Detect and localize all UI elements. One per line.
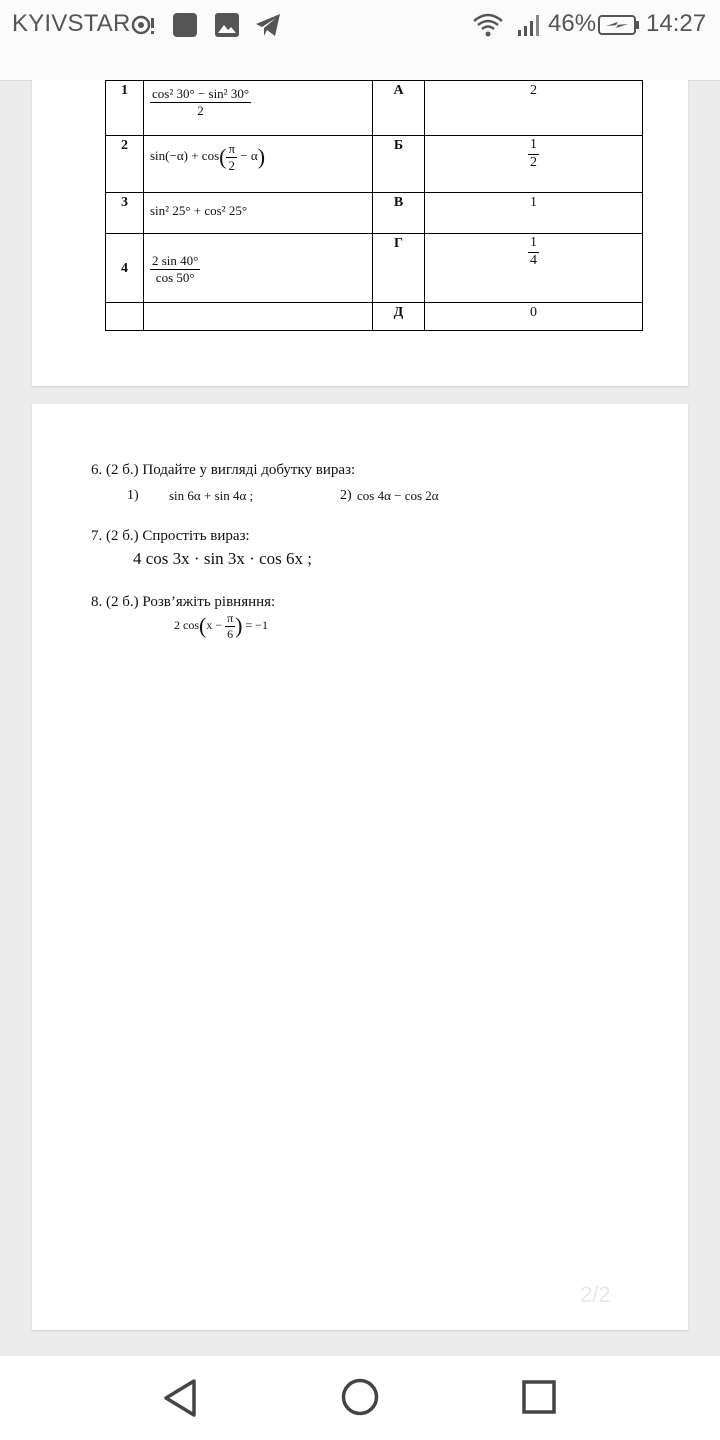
navigation-bar xyxy=(0,1356,720,1440)
answer-value: 1 xyxy=(425,193,643,234)
question-6-item-1-label: 1) xyxy=(127,488,139,503)
answer-value: 2 xyxy=(425,81,643,136)
row-number: 3 xyxy=(106,193,144,234)
table-row xyxy=(106,136,643,193)
document-page-1 xyxy=(32,80,688,386)
table-row xyxy=(106,234,643,303)
clock: 14:27 xyxy=(646,10,707,37)
expression-cell xyxy=(144,81,373,136)
fraction-numerator: π xyxy=(227,611,234,625)
page-indicator: 2/2 xyxy=(580,1282,611,1307)
answer-letter: Д xyxy=(373,303,425,331)
expression-cell xyxy=(144,234,373,303)
question-6-item-2-expression: cos 4α − cos 2α xyxy=(357,488,439,503)
matching-table xyxy=(105,80,643,331)
answer-value: 0 xyxy=(425,303,643,331)
fraction-denominator: 2 xyxy=(197,102,204,118)
question-6-item-1-expression: sin 6α + sin 4α ; xyxy=(169,488,254,503)
equation-left: 2 cos xyxy=(174,617,199,632)
question-8-equation: 2 cos(x − $\frac{\pi}{6}$ ) = −1 xyxy=(174,611,269,641)
question-7-heading: 7. (2 б.) Спростіть вираз: xyxy=(91,528,250,544)
fraction-numerator: cos² 30° − sin² 30° xyxy=(152,86,250,101)
wifi-icon xyxy=(472,12,504,43)
carrier-name: KYIVSTAR xyxy=(12,10,131,37)
fraction-numerator: 2 sin 40° xyxy=(152,252,199,268)
gallery-icon xyxy=(214,12,240,43)
expression-cell: sin(−α) + cos( $\frac{\pi}{2}$ − α) xyxy=(144,136,373,193)
expression-text: sin² 25° + cos² 25° xyxy=(150,203,248,218)
table-row xyxy=(106,303,643,331)
fraction-denominator: 4 xyxy=(530,252,537,268)
battery-charging-icon xyxy=(598,12,640,43)
question-6-heading: 6. (2 б.) Подайте у вигляді добутку вираз: xyxy=(91,462,356,478)
row-number: 1 xyxy=(106,81,144,136)
recent-apps-icon[interactable] xyxy=(522,1380,556,1419)
fraction-denominator: 6 xyxy=(227,626,234,641)
home-icon[interactable] xyxy=(341,1378,379,1421)
fraction-numerator: π xyxy=(228,141,236,156)
expression-right: − α xyxy=(240,148,258,164)
battery-percent: 46% xyxy=(548,10,597,37)
fraction-denominator: 2 xyxy=(228,157,235,173)
expression-left: sin(−α) + cos xyxy=(150,148,220,164)
answer-letter: В xyxy=(373,193,425,234)
row-number: 4 xyxy=(106,234,144,303)
signal-icon xyxy=(516,12,544,43)
expression-cell xyxy=(144,193,373,234)
table-row xyxy=(106,193,643,234)
expression-cell xyxy=(144,303,373,331)
document-page-2 xyxy=(32,404,688,1330)
row-number xyxy=(106,303,144,331)
question-7-expression: 4 cos 3x · sin 3x · cos 6x ; xyxy=(133,549,312,568)
row-number: 2 xyxy=(106,136,144,193)
question-6-item-2-label: 2) xyxy=(340,488,352,503)
answer-letter: Б xyxy=(373,136,425,193)
fraction-denominator: 2 xyxy=(530,154,537,170)
telegram-icon xyxy=(254,12,282,43)
answer-letter: А xyxy=(373,81,425,136)
answer-value xyxy=(425,136,643,193)
answer-value xyxy=(425,234,643,303)
fraction-numerator: 1 xyxy=(528,236,539,253)
vpn-key-icon xyxy=(130,12,158,43)
equation-inner: x − xyxy=(206,617,223,632)
back-icon[interactable] xyxy=(162,1378,198,1423)
fraction-numerator: 1 xyxy=(528,138,539,155)
answer-letter: Г xyxy=(373,234,425,303)
table-row xyxy=(106,81,643,136)
question-8-heading: 8. (2 б.) Розв’яжіть рівняння: xyxy=(91,594,276,610)
status-bar xyxy=(0,0,720,81)
fraction-denominator: cos 50° xyxy=(155,269,195,285)
equation-right: = −1 xyxy=(245,617,269,632)
notification-square-icon xyxy=(172,12,198,43)
